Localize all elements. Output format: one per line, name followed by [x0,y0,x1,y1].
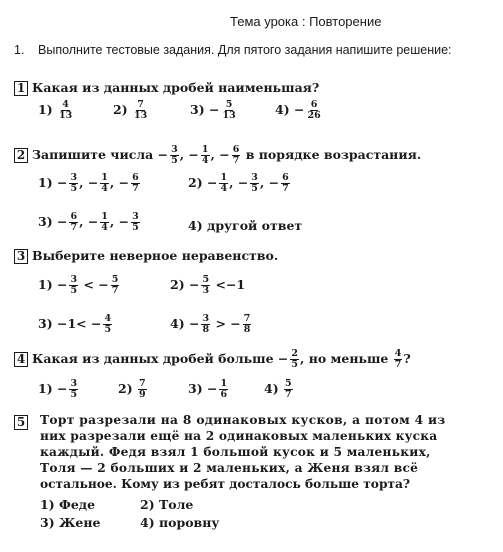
option-label: 1) [38,175,53,190]
task-4-option-4: 4) $\frac{5}{7}$ [264,378,292,400]
fraction: $\frac{6}{7}$ [232,144,240,166]
task-5-text-line-3: каждый. Федя взял 1 большой кусок и 5 маленьких, [40,445,431,459]
task-4-option-2: 2) $\frac{7}{9}$ [118,378,146,400]
task-4-question: 4 Какая из данных дробей больше − $\frac{2}{5}$ , но меньше $\frac{4}{7}$ ? [14,349,411,370]
option-text: другой ответ [206,218,303,233]
task-1-option-1 [38,100,74,121]
option-label: 2) [188,175,203,190]
question-text-start: Запишите числа [32,147,154,162]
question-text: Выберите неверное неравенство. [32,248,279,263]
task-3-option-1: 1) − $\frac{3}{5}$ < − $\frac{5}{7}$ [38,274,119,296]
question-text-end: в порядке возрастания. [245,147,422,162]
instruction-text: Выполните тестовые задания. Для пятого задания напишите решение: [38,43,452,57]
option-label: 4) [170,316,185,331]
option-label: 3) [190,102,205,117]
fraction: $\frac{3}{5}$ [171,144,178,166]
task-number-box: 5 [14,415,28,430]
option-label: 2) [113,102,128,117]
task-5-text-line-5: остальное. Кому из ребят досталось больше торта? [40,477,411,491]
task-number-box: 1 [14,81,28,96]
task-4-option-3: 3) − $\frac{1}{6}$ [188,378,228,400]
task-2-option-4 [188,218,302,233]
task-3-option-4: 4) − $\frac{3}{8}$ > − $\frac{7}{8}$ [170,313,251,335]
task-1-option-2 [113,100,149,121]
task-1-question [14,80,319,96]
lesson-title: Тема урока : Повторение [230,14,382,29]
task-1-option-3: 3) − $\frac{5}{13}$ [190,99,236,121]
task-3-question [14,248,278,264]
task-3-option-3: 3) −1< − $\frac{4}{5}$ [38,313,112,335]
option-label: 1) [38,277,53,292]
fraction: $\frac{4}{13}$ [58,99,73,121]
task-number-box: 3 [14,249,28,264]
option-label: 3) [188,381,203,396]
option-label: 4) [264,381,279,396]
task-5-option-3: 3) Жене [40,515,101,530]
task-2-question: 2 Запишите числа − $\frac{3}{5}$ , − $\frac{1}{4}$ , − $\frac{6}{7}$ в порядке возрастания. [14,145,421,166]
question-text: Какая из данных дробей наименьшая? [32,80,320,95]
question-text-mid: , но меньше [300,351,389,366]
task-number-box: 2 [14,148,28,163]
option-label: 4) [275,102,290,117]
option-label: 2) [118,381,133,396]
fraction: $\frac{6}{26}$ [307,99,321,121]
fraction: $\frac{7}{13}$ [133,99,148,121]
task-3-option-2: 2) − $\frac{5}{3}$ <−1 [170,274,246,296]
task-5-text-line-1: Торт разрезали на 8 одинаковых кусков, а потом 4 из [40,413,446,427]
task-5-option-2: 2) Толе [140,497,194,512]
option-label: 3) [38,316,53,331]
option-label: 2) [170,277,185,292]
task-2-option-1: 1) − $\frac{3}{5}$ , − $\frac{1}{4}$ , − $\frac{6}{7}$ [38,172,139,194]
option-label: 1) [38,381,53,396]
task-4-option-1: 1) − $\frac{3}{5}$ [38,378,78,400]
task-2-option-3: 3) − $\frac{6}{7}$ , − $\frac{1}{4}$ , − $\frac{3}{5}$ [38,211,139,233]
task-5-text-line-2: них разрезали ещё на 2 одинаковых маленьких куска [40,429,438,443]
option-label: 1) [38,102,53,117]
task-1-option-4: 4) − $\frac{6}{26}$ [275,99,321,121]
task-number-box: 4 [14,352,28,367]
task-5-text-line-4: Толя — 2 больших и 2 маленьких, а Женя взял всё [40,461,419,475]
question-text-start: Какая из данных дробей больше [32,351,274,366]
task-5-option-1: 1) Феде [40,497,96,512]
task-2-option-2: 2) − $\frac{1}{4}$ , − $\frac{3}{5}$ , − $\frac{6}{7}$ [188,172,289,194]
option-label: 4) [188,218,203,233]
fraction: $\frac{1}{4}$ [201,144,209,166]
task-5-option-4: 4) поровну [140,515,220,530]
option-label: 3) [38,214,53,229]
fraction: $\frac{5}{13}$ [222,99,236,121]
instruction-number: 1. [14,43,25,57]
